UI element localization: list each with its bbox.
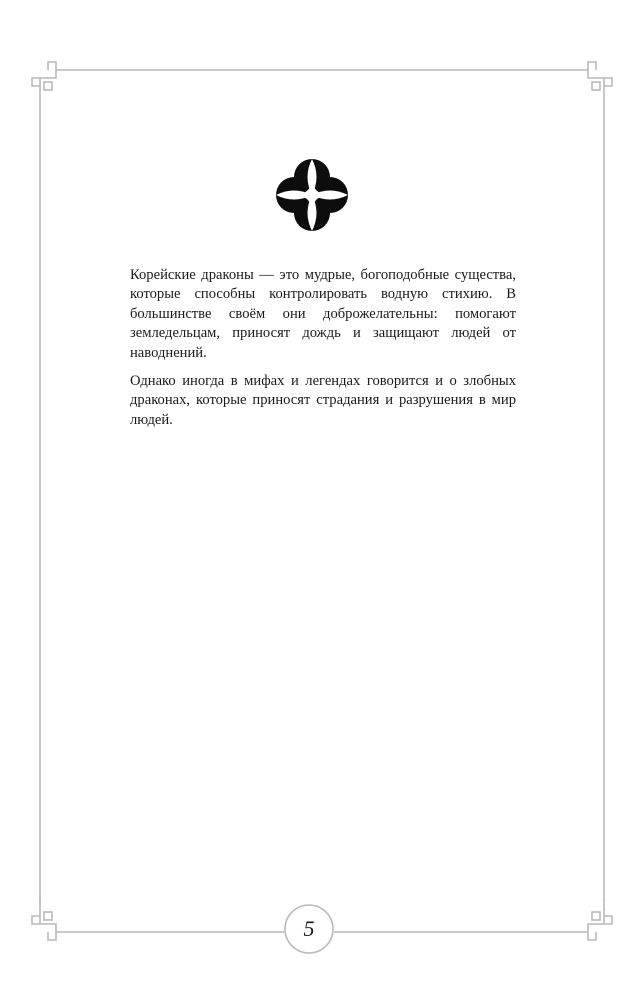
body-text [130,266,516,439]
meander-corner-icon [32,62,72,103]
meander-corner-icon [32,899,72,940]
page-number: 5 [303,916,315,941]
meander-corner-icon [572,62,612,103]
meander-corner-icon [572,899,612,940]
paragraph-1: Корейские драконы — это мудрые, богоподобные существа, которые способны контролировать водную стихию. В большинстве своём они доброжелательны: помогают земледельцам, приносят дождь и защищают людей от наводнений. [130,267,516,361]
four-petal-flower-icon [272,155,352,235]
paragraph-2: Однако иногда в мифах и легендах говорится и о злобных драконах, которые приносят страдания и разрушения в мир людей. [130,373,516,428]
